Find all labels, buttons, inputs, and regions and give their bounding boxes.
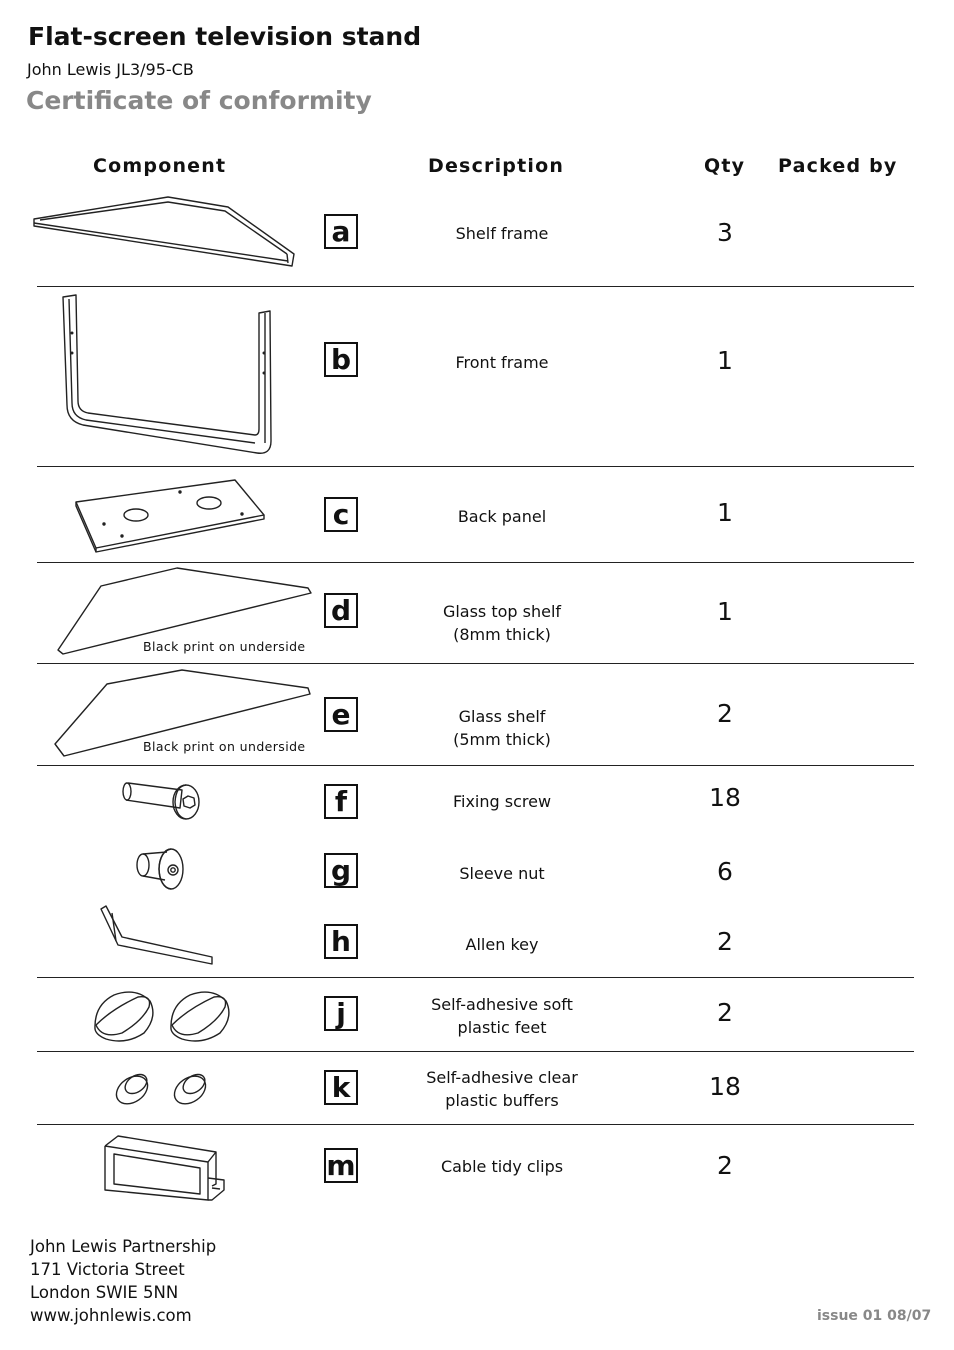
item-quantity: 3 (717, 218, 733, 247)
website-link[interactable]: www.johnlewis.com (30, 1306, 192, 1325)
component-letter: a (324, 214, 358, 249)
item-quantity: 2 (717, 1151, 733, 1180)
product-code: John Lewis JL3/95-CB (27, 60, 194, 79)
item-quantity: 2 (717, 699, 733, 728)
item-description: Cable tidy clips (440, 1157, 564, 1176)
address-line: John Lewis Partnership (30, 1237, 217, 1256)
column-header-description: Description (428, 155, 565, 177)
component-letter: e (324, 697, 358, 732)
sleeve-nut-icon (133, 847, 185, 893)
allen-key-icon (98, 903, 218, 969)
item-quantity: 6 (717, 857, 733, 886)
item-description (400, 1066, 604, 1112)
description-line-1: Glass top shelf (442, 602, 562, 621)
item-quantity: 2 (717, 998, 733, 1027)
fixing-screw-icon (120, 780, 204, 822)
description-line-2: (8mm thick) (453, 625, 551, 644)
row-divider (37, 765, 914, 766)
item-description: Back panel (457, 507, 547, 526)
page-title: Flat-screen television stand (28, 22, 422, 51)
address-line: 171 Victoria Street (30, 1260, 185, 1279)
front-frame-icon (55, 293, 280, 458)
item-quantity: 1 (717, 597, 733, 626)
item-quantity: 2 (717, 927, 733, 956)
row-divider (37, 1051, 914, 1052)
cable-clip-icon (102, 1134, 230, 1204)
row-divider (37, 977, 914, 978)
row-divider (37, 466, 914, 467)
shelf-frame-icon (30, 193, 302, 271)
item-description: Sleeve nut (459, 864, 545, 883)
component-letter: k (324, 1070, 358, 1105)
component-letter: g (324, 853, 358, 888)
print-note: Black print on underside (143, 639, 306, 654)
column-header-qty: Qty (704, 155, 746, 177)
item-description: Fixing screw (452, 792, 552, 811)
item-quantity: 1 (717, 346, 733, 375)
row-divider (37, 286, 914, 287)
component-letter: m (324, 1148, 358, 1183)
print-note: Black print on underside (143, 739, 306, 754)
item-quantity: 1 (717, 498, 733, 527)
component-letter: f (324, 784, 358, 819)
row-divider (37, 1124, 914, 1125)
description-line-2: plastic feet (457, 1018, 547, 1037)
component-letter: h (324, 924, 358, 959)
item-description (400, 600, 604, 646)
item-description: Front frame (455, 353, 549, 372)
company-address (30, 1235, 216, 1327)
description-line-2: plastic buffers (445, 1091, 559, 1110)
item-description: Shelf frame (455, 224, 549, 243)
description-line-1: Glass shelf (458, 707, 546, 726)
item-quantity: 18 (709, 1072, 741, 1101)
item-description: Allen key (465, 935, 539, 954)
description-line-2: (5mm thick) (453, 730, 551, 749)
row-divider (37, 663, 914, 664)
component-letter: c (324, 497, 358, 532)
component-letter: d (324, 593, 358, 628)
item-quantity: 18 (709, 783, 741, 812)
description-line-1: Self-adhesive clear (426, 1068, 578, 1087)
component-letter: b (324, 342, 358, 377)
column-header-packed-by: Packed by (778, 155, 898, 177)
item-description (400, 993, 604, 1039)
row-divider (37, 562, 914, 563)
issue-number: issue 01 08/07 (817, 1308, 932, 1324)
address-line: London SWIE 5NN (30, 1283, 179, 1302)
plastic-buffers-icon (112, 1066, 214, 1108)
item-description (400, 705, 604, 751)
document-heading: Certificate of conformity (26, 86, 372, 115)
back-panel-icon (72, 476, 270, 554)
plastic-feet-icon (92, 989, 232, 1045)
description-line-1: Self-adhesive soft (431, 995, 573, 1014)
component-letter: j (324, 996, 358, 1031)
column-header-component: Component (93, 155, 227, 177)
